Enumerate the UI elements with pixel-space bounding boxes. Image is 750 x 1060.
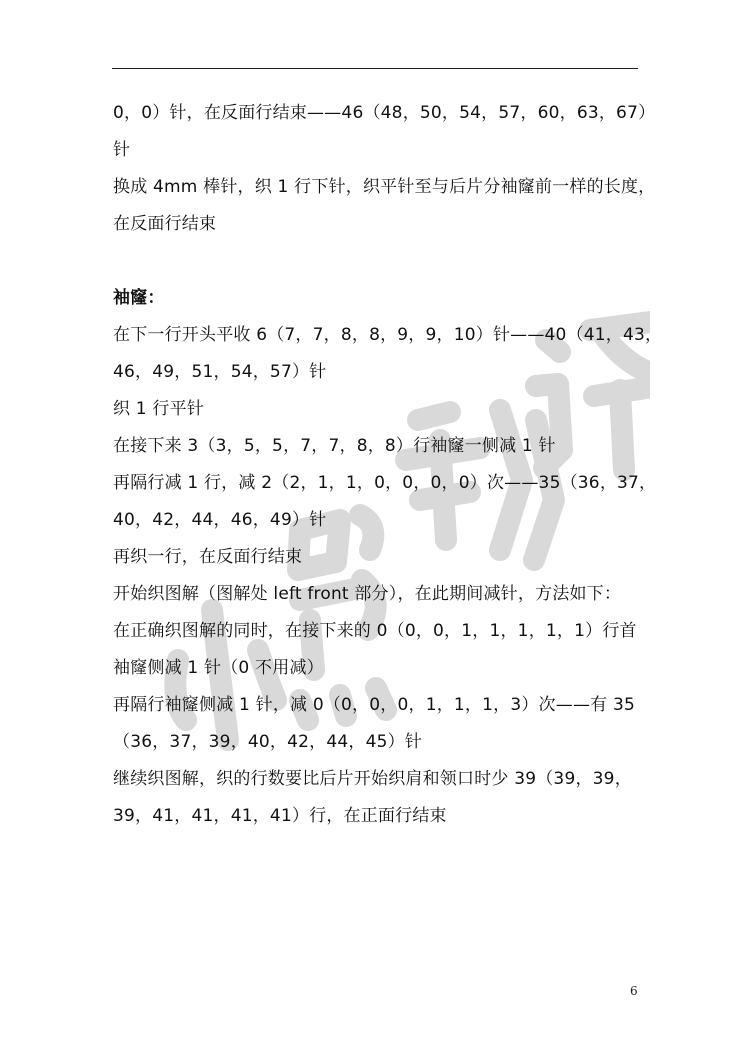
body-line: 在反面行结束 <box>113 214 217 234</box>
page-number: 6 <box>630 984 638 998</box>
body-line: 再隔行袖窿侧减 1 针，减 0（0，0，0，1，1，1，3）次——有 35 <box>113 695 635 715</box>
document-body <box>113 95 663 835</box>
body-line: （36，37，39，40，42，44，45）针 <box>113 732 423 752</box>
body-line: 39，41，41，41，41）行，在正面行结束 <box>113 806 447 826</box>
body-line: 在正确织图解的同时，在接下来的 0（0，0，1，1，1，1，1）行首 <box>113 621 637 641</box>
body-line: 针 <box>113 140 131 160</box>
header-rule <box>112 68 638 69</box>
body-line: 0，0）针，在反面行结束——46（48，50，54，57，60，63，67） <box>113 103 656 123</box>
body-line: 46，49，51，54，57）针 <box>113 362 327 382</box>
body-line: 在下一行开头平收 6（7，7，8，8，9，9，10）针——40（41，43， <box>113 325 663 345</box>
body-line: 织 1 行平针 <box>113 399 205 419</box>
body-line: 再织一行，在反面行结束 <box>113 547 303 567</box>
body-line: 40，42，44，46，49）针 <box>113 510 327 530</box>
body-line: 开始织图解（图解处 left front 部分），在此期间减针，方法如下： <box>113 584 622 604</box>
body-line: 在接下来 3（3，5，5，7，7，8，8）行袖窿一侧减 1 针 <box>113 436 556 456</box>
body-line: 换成 4mm 棒针，织 1 行下针，织平针至与后片分袖窿前一样的长度， <box>113 177 656 197</box>
body-line: 袖窿侧减 1 针（0 不用减） <box>113 658 324 678</box>
body-line: 继续织图解，织的行数要比后片开始织肩和领口时少 39（39，39， <box>113 769 632 789</box>
section-heading: 袖窿： <box>113 288 165 308</box>
body-line: 再隔行减 1 行，减 2（2，1，1，0，0，0，0）次——35（36，37， <box>113 473 657 493</box>
paragraph-gap <box>113 243 643 280</box>
